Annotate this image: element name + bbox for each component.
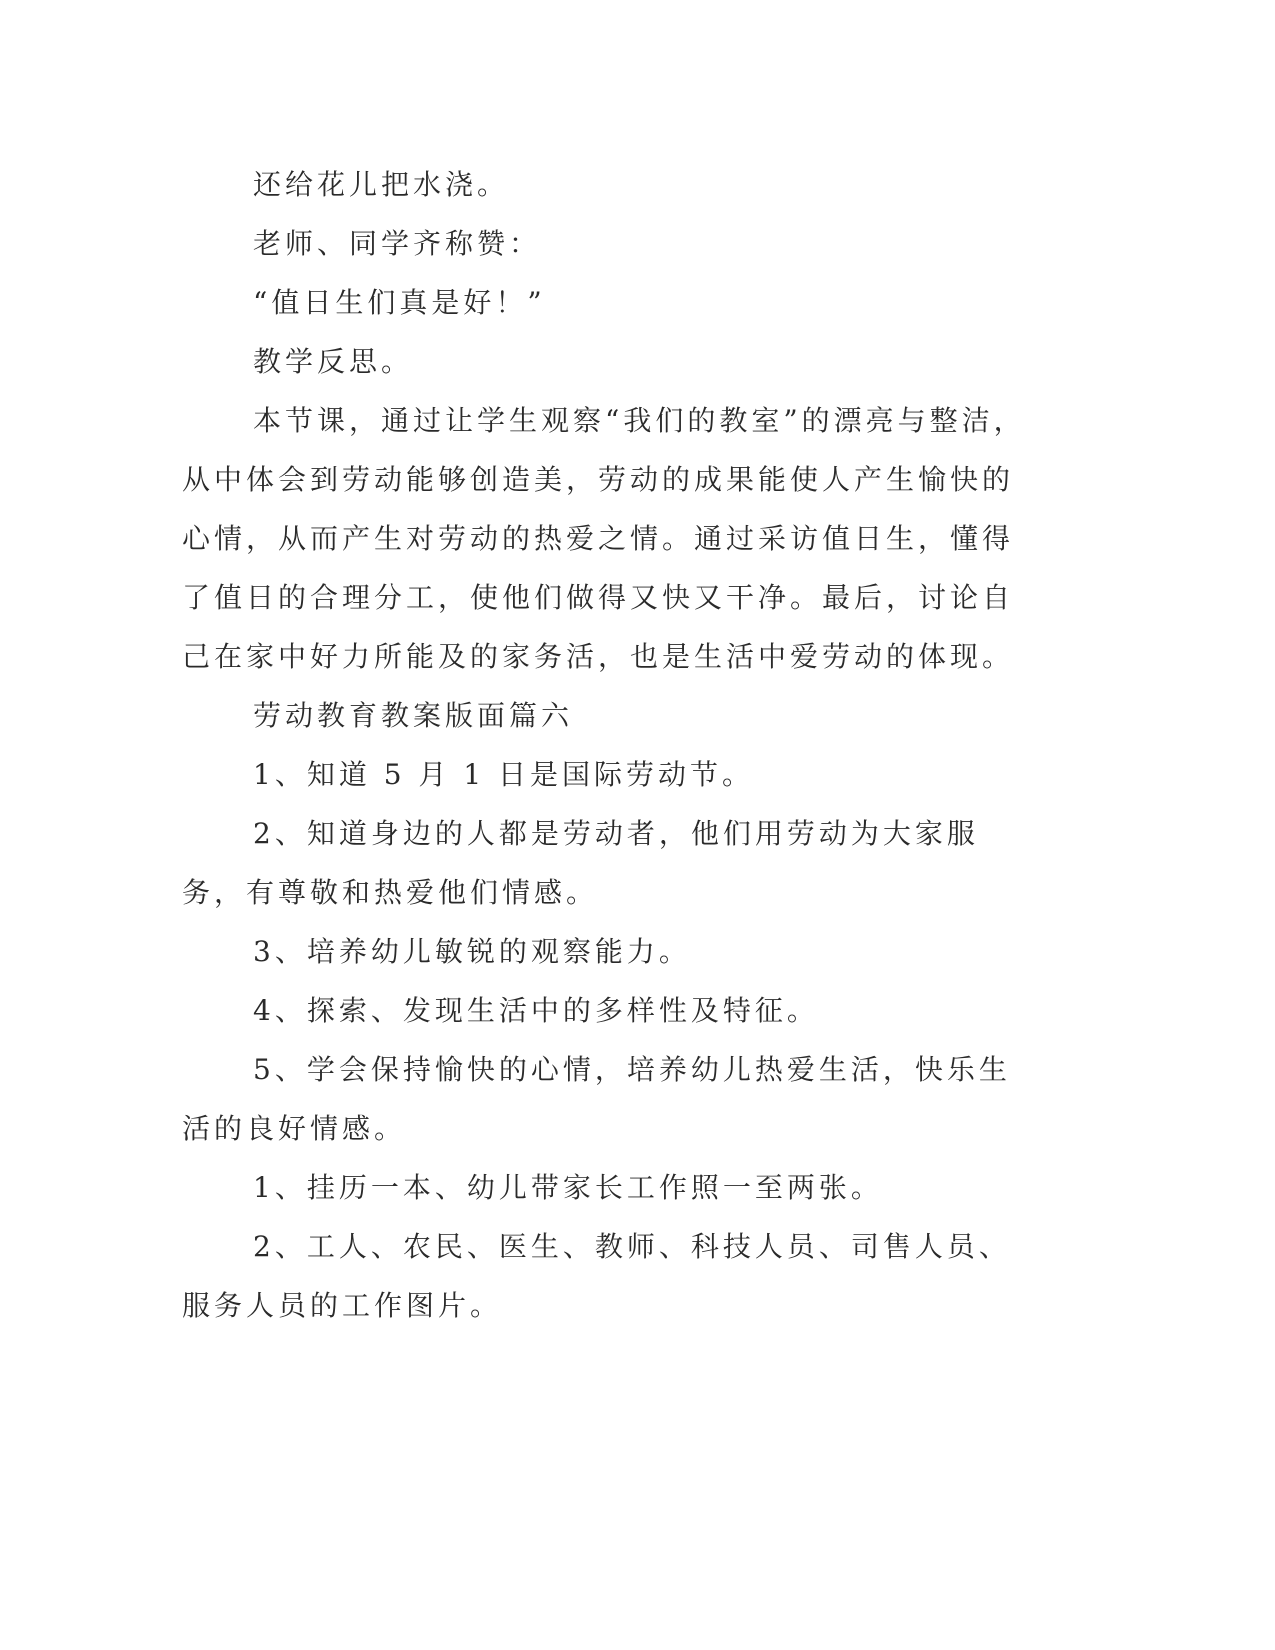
list-item: 1、知道 5 月 1 日是国际劳动节。 xyxy=(253,758,755,791)
list-item: 5、学会保持愉快的心情，培养幼儿热爱生活，快乐生活的良好情感。 xyxy=(182,1053,1011,1145)
list-item: 2、工人、农民、医生、教师、科技人员、司售人员、服务人员的工作图片。 xyxy=(182,1230,1011,1322)
list-item: 4、探索、发现生活中的多样性及特征。 xyxy=(253,994,819,1027)
paragraph: 本节课，通过让学生观察“我们的教室”的漂亮与整洁，从中体会到劳动能够创造美，劳动的成果能使人产生愉快的心情，从而产生对劳动的热爱之情。通过采访值日生，懂得了值日的合理分工，使他们做得又快又干净。最后，讨论自己在家中好力所能及的家务活，也是生活中爱劳动的体现。 xyxy=(182,404,1026,673)
paragraph: “值日生们真是好！” xyxy=(253,286,546,319)
section-heading: 劳动教育教案版面篇六 xyxy=(253,699,574,732)
list-item: 1、挂历一本、幼儿带家长工作照一至两张。 xyxy=(253,1171,883,1204)
paragraph: 教学反思。 xyxy=(253,345,414,378)
list-item: 3、培养幼儿敏锐的观察能力。 xyxy=(253,935,691,968)
paragraph: 老师、同学齐称赞： xyxy=(253,227,542,260)
paragraph: 还给花儿把水浇。 xyxy=(253,168,510,201)
document-body xyxy=(182,155,1042,1335)
list-item: 2、知道身边的人都是劳动者，他们用劳动为大家服务，有尊敬和热爱他们情感。 xyxy=(182,817,979,909)
